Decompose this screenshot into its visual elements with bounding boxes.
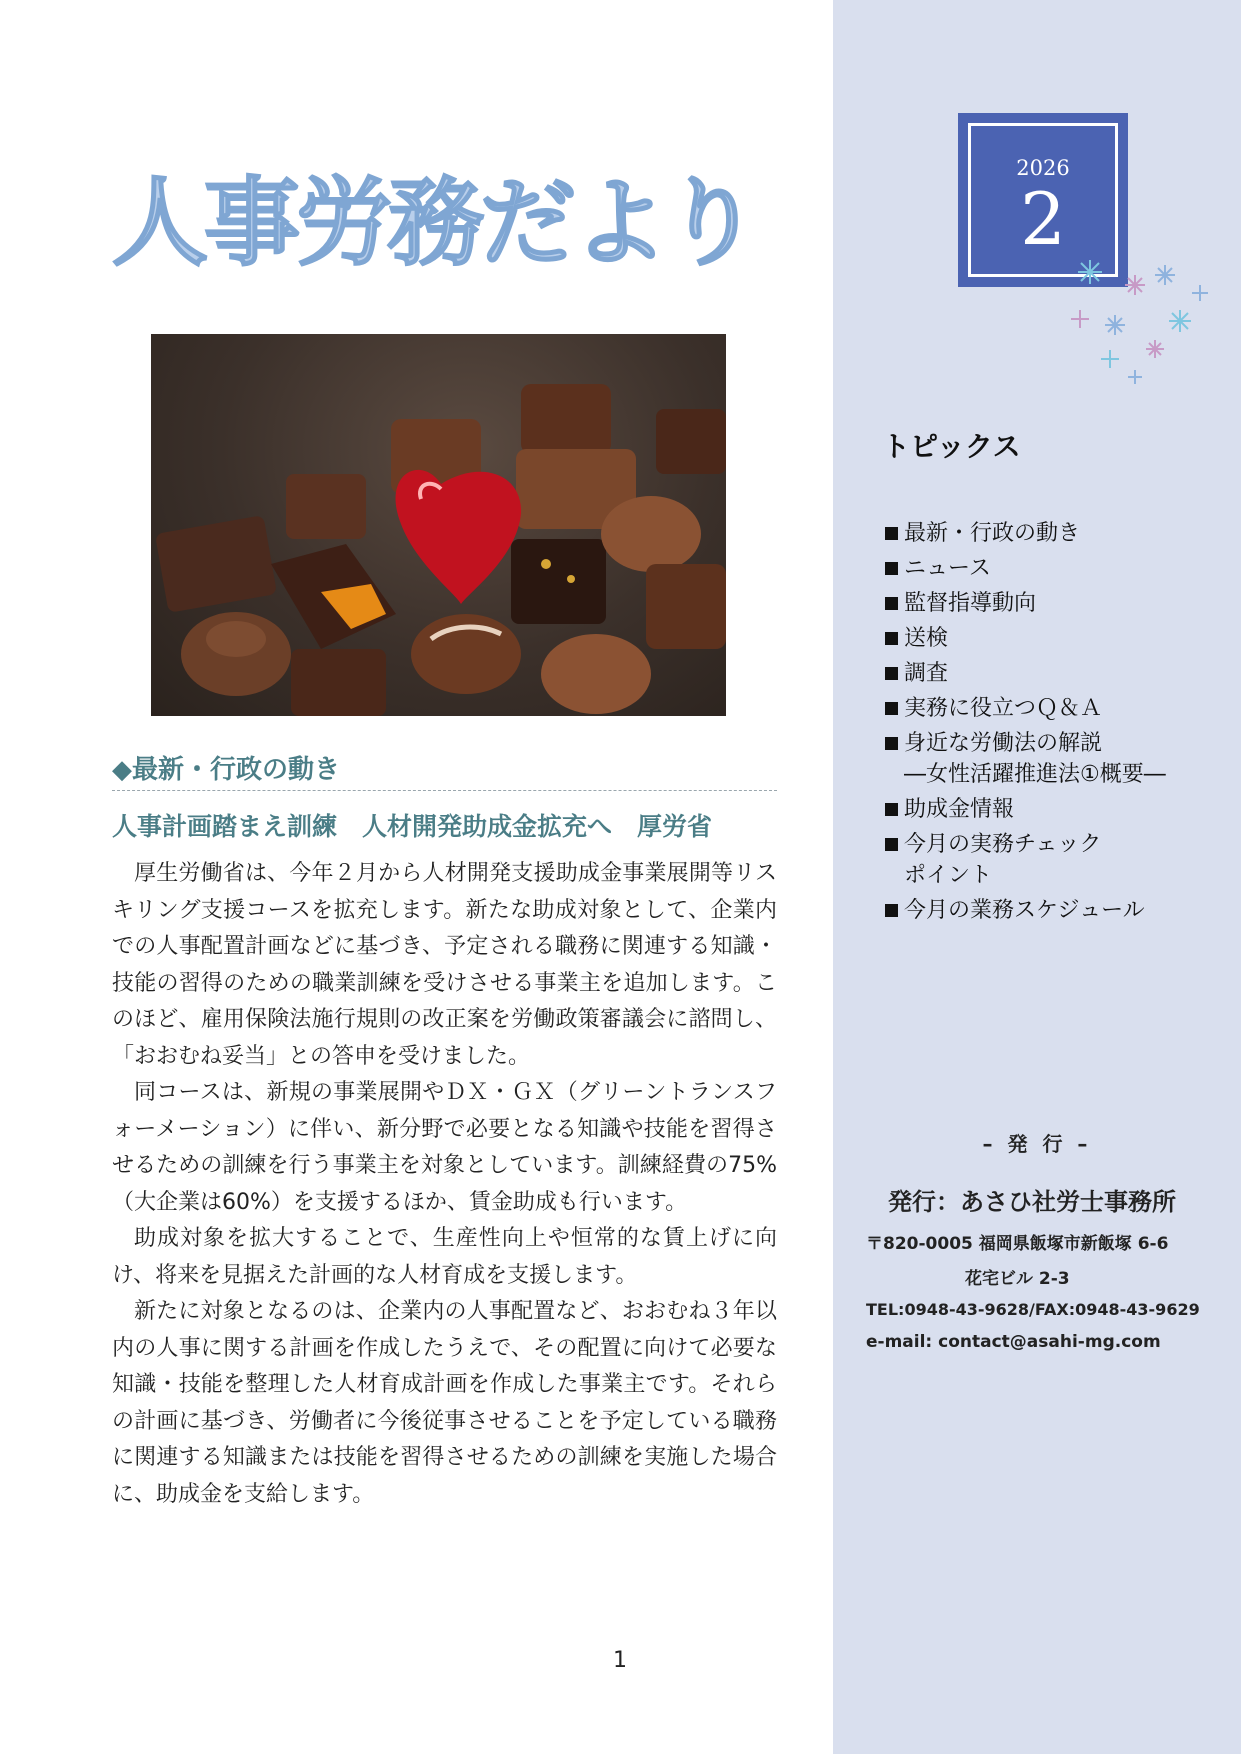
article-paragraph: 助成対象を拡大することで、生産性向上や恒常的な賃上げに向け、将来を見据えた計画的な人材育成を支援します。: [112, 1226, 777, 1288]
issue-month: 2: [1020, 177, 1066, 261]
issue-year: 2026: [1016, 156, 1070, 180]
topic-item: [884, 895, 1224, 926]
section-heading-text: 最新・行政の動き: [132, 755, 341, 785]
topic-item: [884, 794, 1224, 825]
topics-title: トピックス: [882, 430, 1021, 463]
diamond-icon: ◆: [112, 755, 132, 785]
article-paragraph: 新たに対象となるのは、企業内の人事配置など、おおむね３年以内の人事に関する計画を作成したうえで、その配置に向けて必要な知識・技能を整理した人材育成計画を作成した事業主です。それらの計画に基づき、労働者に今後従事させることを予定している職務に関連する知識または技能を習得させるための訓練を実施した場合に、助成金を支給します。: [112, 1299, 777, 1507]
topic-label: 助成金情報: [904, 797, 1015, 822]
topic-item: [884, 728, 1224, 790]
topic-label: 監督指導動向: [904, 591, 1037, 616]
topic-item: [884, 588, 1224, 619]
topic-item: [884, 553, 1224, 584]
topic-item: [884, 623, 1224, 654]
article-paragraph: 厚生労働省は、今年２月から人材開発支援助成金事業展開等リスキリング支援コースを拡充します。新たな助成対象として、企業内での人事配置計画などに基づき、予定される職務に関連する知識・技能の習得のための職業訓練を受けさせる事業主を追加します。このほど、雇用保険法施行規則の改正案を労働政策審議会に諮問し、「おおむね妥当」との答申を受けました。: [112, 861, 777, 1069]
article-title: 人事計画踏まえ訓練 人材開発助成金拡充へ 厚労省: [112, 812, 713, 841]
section-heading: [112, 750, 777, 791]
article-body: [112, 856, 777, 1513]
publisher-label: – 発 行 –: [982, 1132, 1092, 1156]
topic-item: [884, 693, 1224, 724]
snowflake-heart-icon: [1060, 240, 1220, 390]
topic-label: ニュース: [904, 556, 991, 581]
topic-label: 今月の実務チェック: [904, 832, 1102, 857]
publisher-address-1: 〒820-0005 福岡県飯塚市新飯塚 6-6: [866, 1234, 1169, 1254]
chocolates-image: [151, 334, 726, 716]
topic-label: 今月の業務スケジュール: [904, 898, 1145, 923]
topic-item: [884, 829, 1224, 891]
topic-item: [884, 518, 1224, 549]
topic-label: 送検: [904, 626, 949, 651]
topic-label: 身近な労働法の解説: [904, 731, 1103, 756]
publisher-address-2: 花宅ビル 2-3: [965, 1269, 1070, 1289]
topic-label: 実務に役立つＱ＆Ａ: [904, 696, 1103, 721]
topics-list: [884, 518, 1224, 930]
masthead-title: 人事労務だより: [112, 167, 756, 279]
page-number: 1: [613, 1648, 627, 1673]
topic-label: 調査: [904, 661, 949, 686]
article-paragraph: 同コースは、新規の事業展開やＤＸ・ＧＸ（グリーントランスフォーメーション）に伴い、新分野で必要となる知識や技能を習得させるための訓練を行う事業主を対象としています。訓練経費の75%（大企業は60%）を支援するほか、賃金助成も行います。: [112, 1080, 777, 1215]
chocolate-photo: [151, 334, 726, 716]
topic-sublabel: ―女性活躍推進法①概要―: [904, 762, 1166, 787]
topic-label: 最新・行政の動き: [904, 521, 1081, 546]
topic-item: [884, 658, 1224, 689]
publisher-name: 発行：あさひ社労士事務所: [888, 1188, 1176, 1216]
publisher-phone: TEL:0948-43-9628/FAX:0948-43-9629: [866, 1300, 1200, 1319]
topic-sublabel: ポイント: [904, 863, 993, 888]
publisher-email: e-mail: contact@asahi-mg.com: [866, 1332, 1161, 1352]
